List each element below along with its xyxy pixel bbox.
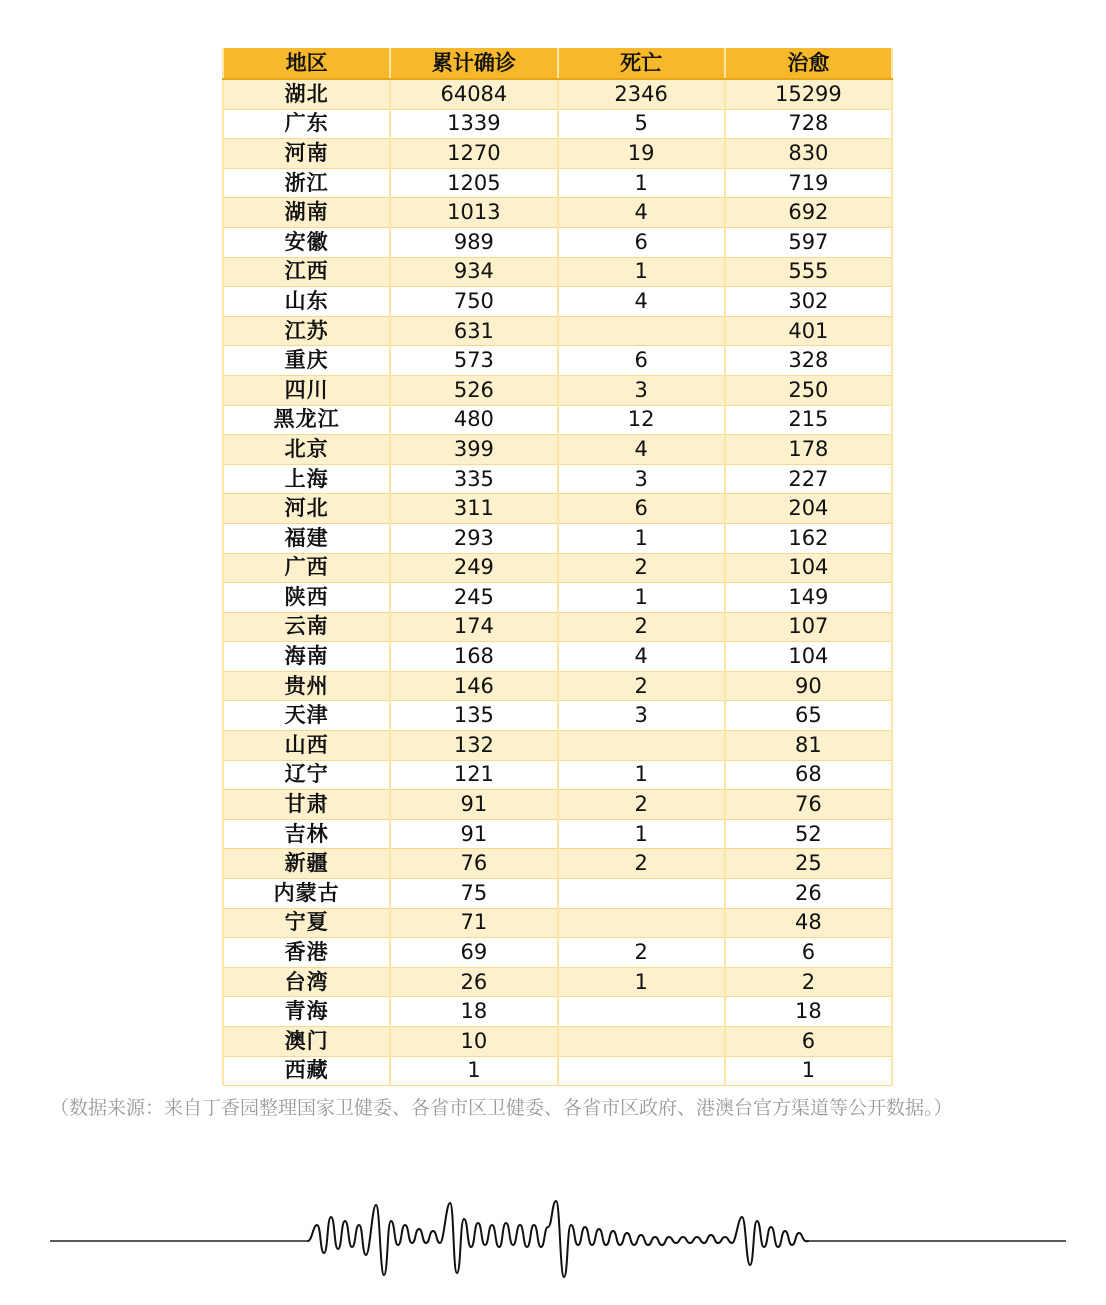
cell-confirmed: 1270 xyxy=(390,139,557,169)
table-row xyxy=(223,257,892,287)
cell-recovered: 6 xyxy=(725,938,892,968)
cell-recovered: 48 xyxy=(725,908,892,938)
header-deaths: 死亡 xyxy=(558,48,725,79)
cell-confirmed: 69 xyxy=(390,938,557,968)
cell-region: 河南 xyxy=(223,139,390,169)
cell-region: 海南 xyxy=(223,642,390,672)
cell-recovered: 104 xyxy=(725,642,892,672)
cell-region: 内蒙古 xyxy=(223,879,390,909)
table-row xyxy=(223,849,892,879)
cell-deaths xyxy=(558,1027,725,1057)
cell-region: 重庆 xyxy=(223,346,390,376)
table-row xyxy=(223,464,892,494)
cell-deaths: 1 xyxy=(558,523,725,553)
header-confirmed: 累计确诊 xyxy=(390,48,557,79)
cell-deaths: 6 xyxy=(558,494,725,524)
table-body xyxy=(223,79,892,1086)
cell-recovered: 250 xyxy=(725,375,892,405)
cell-deaths: 2 xyxy=(558,612,725,642)
cell-deaths: 6 xyxy=(558,346,725,376)
cell-deaths: 12 xyxy=(558,405,725,435)
cell-deaths xyxy=(558,879,725,909)
table-row xyxy=(223,583,892,613)
cell-deaths xyxy=(558,997,725,1027)
cell-confirmed: 934 xyxy=(390,257,557,287)
header-region: 地区 xyxy=(223,48,390,79)
source-note: （数据来源：来自丁香园整理国家卫健委、各省市区卫健委、各省市区政府、港澳台官方渠道等公开数据。） xyxy=(50,1097,953,1119)
cell-confirmed: 311 xyxy=(390,494,557,524)
cell-recovered: 68 xyxy=(725,760,892,790)
cell-recovered: 401 xyxy=(725,316,892,346)
cell-region: 辽宁 xyxy=(223,760,390,790)
cell-region: 广西 xyxy=(223,553,390,583)
cell-recovered: 692 xyxy=(725,198,892,228)
cell-deaths: 1 xyxy=(558,967,725,997)
cell-deaths: 4 xyxy=(558,198,725,228)
cell-deaths: 4 xyxy=(558,642,725,672)
cell-region: 河北 xyxy=(223,494,390,524)
cell-region: 江苏 xyxy=(223,316,390,346)
header-recovered: 治愈 xyxy=(725,48,892,79)
cell-region: 上海 xyxy=(223,464,390,494)
table-row xyxy=(223,553,892,583)
cell-confirmed: 76 xyxy=(390,849,557,879)
cell-recovered: 227 xyxy=(725,464,892,494)
cell-deaths xyxy=(558,316,725,346)
cell-confirmed: 1205 xyxy=(390,168,557,198)
cell-confirmed: 174 xyxy=(390,612,557,642)
cell-confirmed: 1 xyxy=(390,1056,557,1086)
cell-confirmed: 132 xyxy=(390,731,557,761)
table-row xyxy=(223,198,892,228)
cell-recovered: 328 xyxy=(725,346,892,376)
cell-region: 福建 xyxy=(223,523,390,553)
cell-confirmed: 64084 xyxy=(390,79,557,109)
cell-region: 青海 xyxy=(223,997,390,1027)
cell-region: 云南 xyxy=(223,612,390,642)
cell-region: 四川 xyxy=(223,375,390,405)
cell-confirmed: 526 xyxy=(390,375,557,405)
table-row xyxy=(223,967,892,997)
cell-confirmed: 245 xyxy=(390,583,557,613)
epidemic-data-table xyxy=(222,48,893,1086)
cell-confirmed: 480 xyxy=(390,405,557,435)
table-row xyxy=(223,494,892,524)
cell-recovered: 302 xyxy=(725,287,892,317)
cell-deaths: 2 xyxy=(558,790,725,820)
cell-region: 台湾 xyxy=(223,967,390,997)
cell-deaths: 6 xyxy=(558,227,725,257)
cell-confirmed: 750 xyxy=(390,287,557,317)
cell-region: 浙江 xyxy=(223,168,390,198)
table-row xyxy=(223,287,892,317)
table-row xyxy=(223,997,892,1027)
cell-deaths: 2 xyxy=(558,553,725,583)
cell-confirmed: 168 xyxy=(390,642,557,672)
cell-region: 陕西 xyxy=(223,583,390,613)
cell-deaths: 1 xyxy=(558,168,725,198)
table-row xyxy=(223,908,892,938)
cell-deaths: 2 xyxy=(558,849,725,879)
cell-confirmed: 1339 xyxy=(390,109,557,139)
cell-recovered: 104 xyxy=(725,553,892,583)
table-row xyxy=(223,671,892,701)
cell-region: 新疆 xyxy=(223,849,390,879)
cell-recovered: 90 xyxy=(725,671,892,701)
cell-confirmed: 91 xyxy=(390,790,557,820)
cell-recovered: 204 xyxy=(725,494,892,524)
cell-recovered: 25 xyxy=(725,849,892,879)
waveform-scribble xyxy=(308,1201,808,1277)
cell-confirmed: 573 xyxy=(390,346,557,376)
cell-recovered: 52 xyxy=(725,819,892,849)
cell-recovered: 215 xyxy=(725,405,892,435)
cell-recovered: 65 xyxy=(725,701,892,731)
cell-recovered: 830 xyxy=(725,139,892,169)
table-row xyxy=(223,731,892,761)
table-row xyxy=(223,316,892,346)
cell-recovered: 15299 xyxy=(725,79,892,109)
cell-confirmed: 91 xyxy=(390,819,557,849)
table-row xyxy=(223,879,892,909)
cell-deaths xyxy=(558,908,725,938)
cell-deaths: 3 xyxy=(558,464,725,494)
table-row xyxy=(223,346,892,376)
cell-confirmed: 249 xyxy=(390,553,557,583)
table-row xyxy=(223,760,892,790)
cell-deaths: 3 xyxy=(558,701,725,731)
cell-deaths: 2 xyxy=(558,938,725,968)
cell-confirmed: 989 xyxy=(390,227,557,257)
cell-deaths: 5 xyxy=(558,109,725,139)
cell-deaths: 19 xyxy=(558,139,725,169)
table-row xyxy=(223,701,892,731)
table-row xyxy=(223,79,892,109)
table-row xyxy=(223,168,892,198)
table-row xyxy=(223,139,892,169)
cell-region: 贵州 xyxy=(223,671,390,701)
cell-recovered: 2 xyxy=(725,967,892,997)
cell-confirmed: 18 xyxy=(390,997,557,1027)
cell-region: 西藏 xyxy=(223,1056,390,1086)
cell-region: 香港 xyxy=(223,938,390,968)
cell-confirmed: 121 xyxy=(390,760,557,790)
cell-confirmed: 135 xyxy=(390,701,557,731)
table-header-row xyxy=(223,48,892,79)
cell-region: 吉林 xyxy=(223,819,390,849)
cell-deaths: 1 xyxy=(558,583,725,613)
cell-recovered: 728 xyxy=(725,109,892,139)
table-row xyxy=(223,938,892,968)
cell-deaths: 2 xyxy=(558,671,725,701)
cell-deaths: 3 xyxy=(558,375,725,405)
cell-recovered: 162 xyxy=(725,523,892,553)
table-row xyxy=(223,227,892,257)
cell-confirmed: 293 xyxy=(390,523,557,553)
cell-region: 湖南 xyxy=(223,198,390,228)
cell-confirmed: 335 xyxy=(390,464,557,494)
cell-recovered: 26 xyxy=(725,879,892,909)
cell-region: 甘肃 xyxy=(223,790,390,820)
cell-recovered: 107 xyxy=(725,612,892,642)
cell-recovered: 1 xyxy=(725,1056,892,1086)
table-row xyxy=(223,435,892,465)
table-row xyxy=(223,819,892,849)
cell-confirmed: 399 xyxy=(390,435,557,465)
table-row xyxy=(223,642,892,672)
cell-confirmed: 71 xyxy=(390,908,557,938)
cell-recovered: 719 xyxy=(725,168,892,198)
cell-deaths: 4 xyxy=(558,287,725,317)
cell-confirmed: 146 xyxy=(390,671,557,701)
cell-recovered: 178 xyxy=(725,435,892,465)
cell-recovered: 18 xyxy=(725,997,892,1027)
cell-confirmed: 75 xyxy=(390,879,557,909)
cell-deaths: 2346 xyxy=(558,79,725,109)
table-row xyxy=(223,1027,892,1057)
table-row xyxy=(223,523,892,553)
cell-deaths: 4 xyxy=(558,435,725,465)
cell-confirmed: 631 xyxy=(390,316,557,346)
cell-confirmed: 10 xyxy=(390,1027,557,1057)
cell-region: 湖北 xyxy=(223,79,390,109)
cell-recovered: 149 xyxy=(725,583,892,613)
cell-region: 江西 xyxy=(223,257,390,287)
cell-deaths: 1 xyxy=(558,760,725,790)
cell-recovered: 6 xyxy=(725,1027,892,1057)
cell-deaths: 1 xyxy=(558,257,725,287)
cell-recovered: 81 xyxy=(725,731,892,761)
cell-region: 山西 xyxy=(223,731,390,761)
cell-region: 宁夏 xyxy=(223,908,390,938)
cell-region: 广东 xyxy=(223,109,390,139)
cell-region: 山东 xyxy=(223,287,390,317)
table-row xyxy=(223,1056,892,1086)
cell-recovered: 555 xyxy=(725,257,892,287)
cell-region: 北京 xyxy=(223,435,390,465)
cell-recovered: 76 xyxy=(725,790,892,820)
waveform-divider-icon xyxy=(50,1195,1066,1285)
table-row xyxy=(223,790,892,820)
cell-region: 黑龙江 xyxy=(223,405,390,435)
table-row xyxy=(223,612,892,642)
table-row xyxy=(223,109,892,139)
cell-region: 天津 xyxy=(223,701,390,731)
table-row xyxy=(223,375,892,405)
table-row xyxy=(223,405,892,435)
cell-deaths: 1 xyxy=(558,819,725,849)
cell-confirmed: 1013 xyxy=(390,198,557,228)
cell-region: 澳门 xyxy=(223,1027,390,1057)
cell-recovered: 597 xyxy=(725,227,892,257)
cell-deaths xyxy=(558,1056,725,1086)
cell-region: 安徽 xyxy=(223,227,390,257)
cell-deaths xyxy=(558,731,725,761)
cell-confirmed: 26 xyxy=(390,967,557,997)
